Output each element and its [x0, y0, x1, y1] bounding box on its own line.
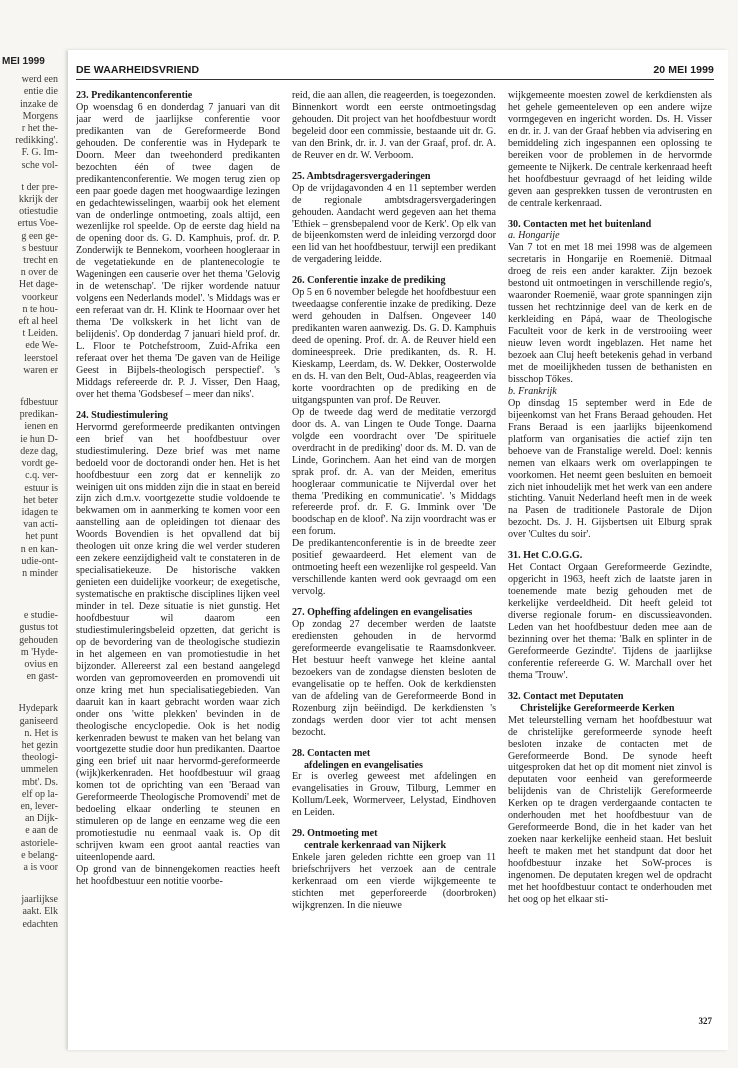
- previous-page-line: Het dage-: [18, 279, 58, 291]
- previous-page-line: ummelen: [20, 764, 58, 776]
- previous-page-line: ertus Voe-: [17, 218, 58, 230]
- previous-page-line: [0, 693, 62, 703]
- previous-page-line: kkrijk der: [18, 194, 58, 206]
- previous-page-line: aakt. Elk: [22, 906, 58, 918]
- previous-page-line: predikan-: [19, 409, 58, 421]
- section-subtitle: Christelijke Gereformeerde Kerken: [520, 702, 675, 714]
- section-body: Op grond van de binnengekomen reacties heeft het hoofdbestuur een notitie voorbe-: [76, 864, 280, 887]
- previous-page-line: het punt: [25, 531, 58, 543]
- previous-page-line: otiestudie: [19, 206, 58, 218]
- previous-page-line: vordt ge-: [21, 458, 58, 470]
- article-section: [76, 410, 280, 888]
- section-title: 23. Predikantenconferentie: [76, 90, 193, 101]
- section-title: 24. Studiestimulering: [76, 409, 168, 421]
- previous-page-line: mbt'. Ds.: [22, 776, 58, 788]
- previous-page-line: estuur is: [24, 482, 58, 494]
- previous-page-line: Hydepark: [18, 703, 58, 715]
- article-section: [292, 748, 496, 820]
- previous-page-line: Morgens: [22, 110, 58, 122]
- previous-page-line: ienen en: [24, 421, 58, 433]
- previous-page-line: [0, 172, 62, 182]
- previous-page-line: [0, 580, 62, 590]
- previous-page-line: redikking'.: [15, 135, 58, 147]
- article-section: [508, 691, 712, 906]
- section-body: Op woensdag 6 en donderdag 7 januari van dit jaar werd de jaarlijkse conferentie voor predikanten van de Gereformeerde Bond gehouden. De conferentie was in Hydepark te Doorn. Meer dan tweehonderd predikanten bezochten één of twee dagen de predikantenconferentie. We mogen terug zien op een paar goede dagen met hoogwaardige lezingen en gedachtewisselingen, waarbij ook het element van de onderlinge ontmoeting, zoals altijd, een wezenlijke rol speelde. Op de eerste dag hield na de opening door ds. G. D. Kamphuis, prof. dr. P. Zonderwijk te Bennekom, voorheen hoogleraar in de vegetatiekunde en de plantenecologie te Wageningen een causerie over het thema 'Gelovig in de wetenschap'. 'De rijker wordende natuur volgens een Nederlands model'. 's Middags was er een referaat van dr. H. Klink te Hoornaar over het thema 'De volkskerk in het licht van de belijdenis'. Op donderdag 7 januari hield prof. dr. L. Floor te Potchefstroom, Zuid-Afrika een referaat over het thema 'De gaven van de Heilige Geest in Bijbels-theologisch perspectief'. 's Middags refereerde dr. P. J. Visser, Den Haag, over het thema 'Godsbesef – meer dan niks'.: [76, 101, 280, 400]
- section-title: 26. Conferentie inzake de prediking: [292, 275, 446, 287]
- previous-page-line: en, lever-: [20, 800, 58, 812]
- previous-page-line: en gast-: [26, 671, 58, 683]
- article-section: [292, 90, 496, 162]
- column-2: [292, 90, 496, 1010]
- section-body: Enkele jaren geleden richtte een groep van 11 briefschrijvers het verzoek aan de centrale kerkenraad om een vierde wijkgemeente te stichten met geperforeerde (doorbroken) wijkgrenzen. In die nieuwe: [292, 852, 496, 911]
- section-body: Hervormd gereformeerde predikanten ontvingen een brief van het hoofdbestuur over studiestimulering. Deze brief was met name bedoeld voor de doctorandi onder hen. Het is het hoofdbestuur een zorg dat er kennelijk zo weinigen uit ons midden zijn die in staat en bereid zijn zich d.m.v. voortgezette studie voldoende te bekwamen om in aanmerking te komen voor een aanstelling aan de opleidingen tot dienaar des Woords Bovendien is het opvallend dat bij theologen uit onze kring die wel verder studeren een zekere eenzijdigheid valt te constateren in de specialisatiekeuze. De historische vakken genieten een duidelijke voorkeur; de exegetische, systematische en praktische disciplines lijken veel minder in tel. Deze situatie is niet gunstig. Het hoofdbestuur wil daarom een studiestimuleringsbeleid opzetten, dat gericht is op de bevordering van de theologische studiezin in het algemeen en van promotiestudie in het bijzonder. Allereerst zal een bestand aangelegd worden van gepromoveerden en promovendi uit onze kring met hun specialisatiegebieden. Van daaruit kan in kaart gebracht worden waar zich onder ons 'witte plekken' bevinden in de theologische encyclopedie. Ook is het nodig kerkenraden bewust te maken van het belang van voortgezette studie door hun predikanten. Daartoe ging een brief uit naar hervormd-gereformeerde (wijk)kerkenraden. Het hoofdbestuur wil graag komen tot de oprichting van een 'Beraad van Gereformeerde Theologische Promovendi' met de bedoeling elkaar onderling te steunen en stimuleren op de lange en eenzame weg die een promotiestudie nu eenmaal vaak is. Op dit schrijven kwam een groot aantal reacties van uiteenlopende aard.: [76, 421, 280, 864]
- previous-page-line: e belang-: [21, 849, 58, 861]
- text-columns: [76, 90, 712, 1010]
- previous-page-line: n en kan-: [20, 543, 58, 555]
- previous-page-line: e aan de: [25, 825, 58, 837]
- previous-page-line: m 'Hyde-: [20, 646, 58, 658]
- section-body: Op de vrijdagavonden 4 en 11 september werden de regionale ambtsdragersvergaderingen gehouden. Aandacht werd gegeven aan het thema 'Ethiek – grensbepalend voor de Kerk'. Op elk van de bijeenkomsten werd de inleiding verzorgd door een lid van het hoofdbestuur, terwijl een predikant de vergadering leidde.: [292, 182, 496, 266]
- section-body: Met teleurstelling vernam het hoofdbestuur wat de christelijke gereformeerde synode heeft besloten inzake de contacten met de Gereformeerde Bond. De synode heeft uitgesproken dat het op dit moment niet zinvol is deputaten voor eenheid van gereformeerde belijdenis van de Christelijk Gereformeerde Kerken op te dragen verdergaande contacten te onderhouden met het hoofdbestuur van de Gereformeerde Bond, die in het kader van het zoeken naar kerkelijke eenheid staan. Het besluit heeft te maken met het standpunt dat door het hoofdbestuur inzake het SoW-proces is ingenomen. De deputaten kregen wel de opdracht met het hoofdbestuur contact te onderhouden met het oog op het elkaar sti-: [508, 714, 712, 905]
- previous-page-line: t der pre-: [21, 181, 58, 193]
- previous-page-line: a is voor: [23, 861, 58, 873]
- issue-date: 20 MEI 1999: [653, 64, 714, 76]
- previous-page-line: [0, 874, 62, 884]
- section-body: wijkgemeente moesten zowel de kerkdiensten als het gehele gemeenteleven op een andere wijze vormgegeven en ingericht worden. Ds. H. Visser en dr. ir. J. van der Graaf hebben via advisering en bemiddeling zich ingespannen een oplossing te bereiken voor de problemen in de hervormde gemeente te Nijkerk. De centrale kerkenraad heeft het hoofdbestuur gevraagd of het leiding wilde geven aan gesprekken tussen de verontrusten en de centrale kerkenraad.: [508, 90, 712, 209]
- previous-page-line: astoriele-: [20, 837, 58, 849]
- section-body: Op de tweede dag werd de meditatie verzorgd door ds. A. van Lingen te Oude Tonge. Daarna volgde een voordracht over 'De spirituele overdracht in de prediking' door ds. M. D. van de Linde, Gorinchem. Aan het eind van de morgen sprak prof. dr. A. van der Meiden, emeritus hoogleraar communicatie te Nijverdal over het thema 'Prediking en communicatie'. 's Middags refereerde prof. dr. F. G. Immink over 'De boodschap en de kloof'. Na zijn voordracht was er een forum.: [292, 406, 496, 538]
- previous-page-line: fdbestuur: [20, 397, 58, 409]
- previous-page-line: t Leiden.: [22, 328, 58, 340]
- previous-page-line: het gezin: [21, 739, 58, 751]
- column-3: [508, 90, 712, 1010]
- section-subtitle: afdelingen en evangelisaties: [304, 759, 423, 771]
- previous-page-line: [0, 600, 62, 610]
- previous-page-line: ovius en: [24, 658, 58, 670]
- subsection-label: a. Hongarije: [508, 230, 560, 242]
- previous-page-line: sche vol-: [21, 159, 58, 171]
- previous-page-line: ede We-: [25, 340, 58, 352]
- section-body: Het Contact Orgaan Gereformeerde Gezindte, opgericht in 1963, heeft zich de laatste jaren in toenemende mate bezig gehouden met de kerkelijke verdeeldheid. Dit heeft geleid tot diverse regionale forum- en discussieavonden. Leden van het hoofdbestuur deden mee aan de bezinning over het thema: 'Balk en splinter in de Gereformeerde Gezindte'. Tijdens de jaarlijkse conferentie refereerde G. W. Marchall over het thema 'Trouw'.: [508, 562, 712, 681]
- previous-page-line: e studie-: [23, 610, 58, 622]
- previous-page-fragment: [0, 56, 62, 1046]
- previous-page-line: an Dijk-: [24, 813, 58, 825]
- article-section: [508, 219, 712, 542]
- subsection-label: b. Frankrijk: [508, 385, 557, 397]
- page-number: 327: [698, 1016, 712, 1026]
- previous-page-line: werd een: [21, 74, 58, 86]
- previous-page-line: van acti-: [23, 519, 58, 531]
- article-section: [292, 828, 496, 912]
- section-body: Er is overleg geweest met afdelingen en evangelisaties in Grouw, Tilburg, Lemmer en Kollum/Leek, Wormerveer, Lelystad, Eindhoven en Leiden.: [292, 771, 496, 819]
- previous-page-line: eft al heel: [18, 316, 58, 328]
- section-title: 25. Ambtsdragersvergaderingen: [292, 170, 431, 182]
- previous-page-line: het beter: [23, 494, 58, 506]
- previous-page-line: n over de: [20, 267, 58, 279]
- previous-page-line: r het the-: [21, 123, 58, 135]
- previous-page-line: ie hun D-: [20, 433, 58, 445]
- previous-page-line: deze dag,: [20, 445, 58, 457]
- previous-page-line: udie-ont-: [21, 555, 58, 567]
- previous-page-line: c.q. ver-: [25, 470, 58, 482]
- section-title: 31. Het C.O.G.G.: [508, 550, 583, 562]
- previous-page-line: theologi-: [21, 752, 58, 764]
- section-body: Op dinsdag 15 september werd in Ede de bijeenkomst van het Frans Beraad gehouden. Het Frans Beraad is een jaarlijks bijeenkomend platform van organisaties die actief zijn ten behoeve van de Franstalige wereld. Doel: kennis nemen van elkaars werk om overlappingen te voorkomen. Het neemt geen besluiten en bemoeit zich niet inhoudelijk met het werk van een andere stichting. Vanuit Nederland heeft men in de week na Pasen de traditionele Pastorale de Dijon bezocht. Ds. J. H. Gijsbertsen uit Elburg sprak over 'Cultes du soir'.: [508, 397, 712, 541]
- section-title: 29. Ontmoeting met: [292, 828, 378, 840]
- section-body: Van 7 tot en met 18 mei 1998 was de algemeen secretaris in Hongarije en Roemenië. Ditmaal droeg de reis een ander karakter. Zijn bezoek bestond uit ontmoetingen in verschillende regio's, waaronder Roemenië, waar grote spanningen zijn tussen het rechtzinnige deel van de kerk en de kerkleiding en Pápá, waar de Theologische Faculteit voor de kerk in de verstrooiing weer nieuw leven wordt ingeblazen. Het name het bezoek aan Cluj heeft betekenis gehad in verband met de moeilijkheden tussen de bethanisten en bisschop Tőkes.: [508, 242, 712, 385]
- previous-page-line: entie die: [23, 86, 58, 98]
- previous-page-header: MEI 1999: [2, 56, 45, 67]
- previous-page-line: inzake de: [19, 98, 58, 110]
- previous-page-line: [0, 590, 62, 600]
- section-body: De predikantenconferentie is in de breedte zeer positief gewaardeerd. Het element van de ontmoeting heeft een wezenlijke rol gespeeld. Van verschillende kanten werd ook gevraagd om een vervolg.: [292, 538, 496, 598]
- previous-page-line: [0, 377, 62, 387]
- previous-page-line: n te hou-: [22, 303, 58, 315]
- section-body: Binnenkort wordt een eerste ontmoetingsdag gehouden. Dit project van het hoofdbestuur wordt begeleid door een commissie, bestaande uit dr. G. van den Brink, dr. ir. J. van der Graaf, prof. dr. A. de Reuver en dr. W. Verboom.: [292, 101, 496, 161]
- running-header: [76, 64, 714, 80]
- previous-page-line: jaarlijkse: [21, 894, 58, 906]
- previous-page-line: F. G. Im-: [21, 147, 58, 159]
- column-1: [76, 90, 280, 1010]
- previous-page-line: g een ge-: [21, 230, 58, 242]
- previous-page-lines: [0, 74, 62, 931]
- previous-page-line: elf op la-: [21, 788, 58, 800]
- section-title: 32. Contact met Deputaten: [508, 690, 624, 702]
- section-body: Op 5 en 6 november belegde het hoofdbestuur een tweedaagse conferentie inzake de prediking. Deze werd gehouden in Dalfsen. Ongeveer 140 predikanten waren aanwezig. Ds. G. D. Kamphuis deed de opening. Prof. dr. A. de Reuver hield een domineespreek. Drie predikanten, ds. R. H. Kieskamp, Leerdam, ds. W. Dekker, Oosterwolde en ds. H. van den Belt, Oud-Ablas, reageerden via korte voordrachten op de prediking en de uitgangspunten van prof. De Reuver.: [292, 287, 496, 406]
- previous-page-line: idagen te: [21, 506, 58, 518]
- previous-page-line: s bestuur: [22, 242, 58, 254]
- previous-page-line: edachten: [22, 918, 58, 930]
- section-title: 30. Contacten met het buitenland: [508, 218, 652, 230]
- article-section: [292, 171, 496, 267]
- section-subtitle: centrale kerkenraad van Nijkerk: [304, 840, 447, 852]
- previous-page-line: [0, 683, 62, 693]
- article-section: [508, 90, 712, 210]
- publication-title: DE WAARHEIDSVRIEND: [76, 64, 200, 76]
- previous-page-line: ganiseerd: [19, 715, 58, 727]
- article-section: [508, 550, 712, 681]
- section-body: reid, die aan allen, die reageerden, is toegezonden.: [292, 90, 496, 101]
- article-section: [76, 90, 280, 401]
- previous-page-line: [0, 884, 62, 894]
- previous-page-line: waren er: [23, 364, 58, 376]
- page: [68, 50, 728, 1050]
- previous-page-line: n. Het is: [24, 727, 58, 739]
- previous-page-line: voorkeur: [21, 291, 58, 303]
- previous-page-line: trecht en: [23, 255, 58, 267]
- section-title: 28. Contacten met: [292, 747, 371, 759]
- article-section: [292, 275, 496, 598]
- previous-page-line: gustus tot: [19, 622, 58, 634]
- previous-page-line: leerstoel: [24, 352, 58, 364]
- previous-page-line: [0, 387, 62, 397]
- section-body: Op zondag 27 december werden de laatste erediensten gehouden in de hervormd gereformeerde evangelisatie te Raamsdonkveer. Het bestuur heeft vanwege het kleine aantal bezoekers van de zondagse diensten besloten de evangelisatie op te heffen. Ook de kerkdiensten van de afdeling van de Gereformeerde Bond in Rozenburg zijn beëindigd. De kerkdiensten 's zondags werden door vier tot acht mensen bezocht.: [292, 619, 496, 738]
- previous-page-line: gehouden: [19, 634, 58, 646]
- section-title: 27. Opheffing afdelingen en evangelisaties: [292, 607, 473, 619]
- previous-page-line: n minder: [22, 567, 58, 579]
- article-section: [292, 607, 496, 738]
